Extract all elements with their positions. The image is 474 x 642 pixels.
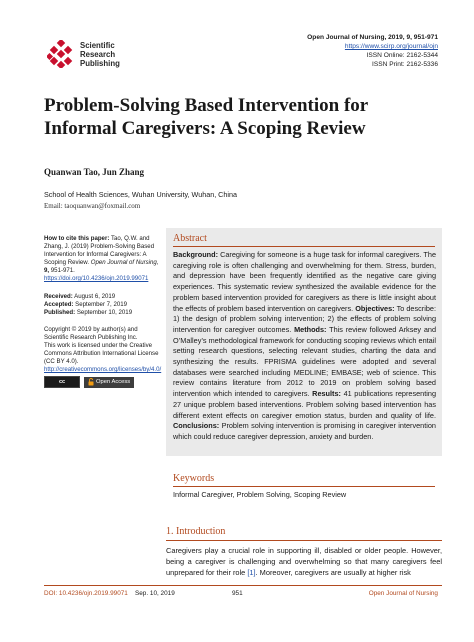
journal-info [307, 33, 438, 69]
copyright-text: Copyright © 2019 by author(s) and Scientific Research Publishing Inc. [44, 325, 138, 341]
received-date: August 6, 2019 [74, 292, 116, 300]
abstract-divider [173, 246, 435, 247]
dates-block [44, 293, 163, 317]
sidebar-info [44, 235, 163, 397]
footer-divider [44, 585, 442, 586]
license-url-link[interactable]: http://creativecommons.org/licenses/by/4.0/ [44, 366, 162, 374]
publisher-name [80, 41, 120, 68]
reference-link[interactable]: [1] [247, 568, 256, 577]
paper-title [44, 95, 439, 140]
abstract-methods-label: Methods: [294, 324, 327, 334]
publisher-line-2: Research [80, 50, 116, 59]
open-access-label: Open Access [96, 379, 131, 386]
abstract-conclusions: Problem solving intervention is promising in caregiver intervention which could reduce caregiver depression, anxiety and burden. [173, 421, 436, 441]
abstract-results-label: Results: [312, 389, 341, 399]
footer-doi-date [44, 590, 175, 597]
footer-journal: Open Journal of Nursing [368, 590, 438, 597]
badge-row [44, 376, 163, 388]
abstract-background: Caregiving for someone is a huge task for informal caregivers. The caregiving role is often challenging and overwhelming for them. Stress, burden, and depression have been frequently identified as the negative care giving experiences. This systematic review synthesized the available evidence for the problem based intervention provided for caregivers as there is little insight about the effects of problem based intervention on caregivers. [173, 250, 437, 313]
cite-doi-link[interactable]: https://doi.org/10.4236/ojn.2019.99071 [44, 275, 149, 283]
abstract-objectives-label: Objectives: [355, 303, 395, 313]
cite-journal: Open Journal of Nursing, [90, 259, 159, 267]
paper-title-line-1: Problem-Solving Based Intervention for [44, 95, 369, 116]
issn-online: ISSN Online: 2162-5344 [366, 52, 438, 59]
abstract-conclusions-label: Conclusions: [173, 421, 220, 431]
cite-label: How to cite this paper: [44, 235, 110, 242]
keywords-divider [173, 486, 435, 487]
footer-date: Sep. 10, 2019 [134, 590, 175, 597]
issn-print: ISSN Print: 2162-5336 [372, 61, 438, 68]
introduction-heading: 1. Introduction [166, 526, 226, 537]
scirp-diamond-logo-icon [47, 40, 75, 68]
journal-citation: Open Journal of Nursing, 2019, 9, 951-971 [307, 34, 438, 41]
introduction-divider [166, 540, 442, 541]
paper-authors: Quanwan Tao, Jun Zhang [44, 167, 145, 177]
cite-pages: 951-971. [50, 267, 75, 275]
introduction-text [166, 545, 442, 578]
abstract-methods: This review followed Arksey and O’Malley’s methodological framework for conducting scoping reviews which entail setting research questions, selecting relevant studies, charting the data and synthesizing the results. FPRISMA guidelines were adopted and several databases were searched including MEDLINE; EMBASE; web of science. This review contains literature from 2012 to 2019 on problem solving based intervention which intended to caregivers. [173, 324, 437, 399]
publisher-line-1: Scientific [80, 41, 115, 50]
publisher-line-3: Publishing [80, 59, 120, 68]
keywords-heading: Keywords [173, 473, 215, 484]
footer-doi: DOI: 10.4236/ojn.2019.99071 [44, 590, 128, 597]
introduction-text-part-a: Caregivers play a crucial role in supporting ill, disabled or older people. However, being a caregiver is challenging and overwhelming so that many caregivers feel unprepared for their role [166, 546, 442, 577]
license-block [44, 326, 163, 389]
footer-page-number: 951 [232, 590, 243, 597]
abstract-text [173, 250, 436, 443]
journal-url-link[interactable]: https://www.scirp.org/journal/ojn [344, 43, 438, 50]
paper-title-line-2: Informal Caregivers: A Scoping Review [44, 117, 366, 139]
received-label: Received: [44, 292, 73, 300]
accepted-label: Accepted: [44, 300, 74, 308]
abstract-results: 41 publications representing 27 unique problem based interventions. Problem solving based intervention has different extent effects on caregiver emotion status, burden and quality of life. [173, 389, 436, 420]
open-access-lock-icon [88, 378, 94, 386]
abstract-objectives: To describe: 1) the design of problem solving intervention; 2) the effects of problem solving intervention for caregiver outcomes. [173, 303, 436, 334]
cite-volume: 9, [44, 267, 50, 275]
open-access-badge[interactable] [84, 377, 134, 388]
published-date: September 10, 2019 [76, 308, 133, 316]
keywords-text: Informal Caregiver, Problem Solving, Scoping Review [173, 490, 347, 499]
abstract-background-label: Background: [173, 250, 218, 259]
citation-block [44, 235, 163, 284]
abstract-heading: Abstract [173, 233, 207, 244]
introduction-text-part-b: . Moreover, caregivers are usually at higher risk [255, 568, 411, 577]
creative-commons-icon[interactable] [44, 376, 80, 388]
paper-email: Email: taoquanwan@foxmail.com [44, 202, 141, 210]
published-label: Published: [44, 308, 76, 316]
paper-affiliation: School of Health Sciences, Wuhan University, Wuhan, China [44, 190, 237, 199]
accepted-date: September 7, 2019 [75, 300, 128, 308]
cite-text: Tao, Q.W. and Zhang, J. (2019) Problem-Solving Based Intervention for Informal Caregivers: A Scoping Review. [44, 235, 155, 267]
cc-badge-label: cc [58, 379, 66, 386]
license-text: This work is licensed under the Creative Commons Attribution International License (CC BY 4.0). [44, 342, 159, 366]
